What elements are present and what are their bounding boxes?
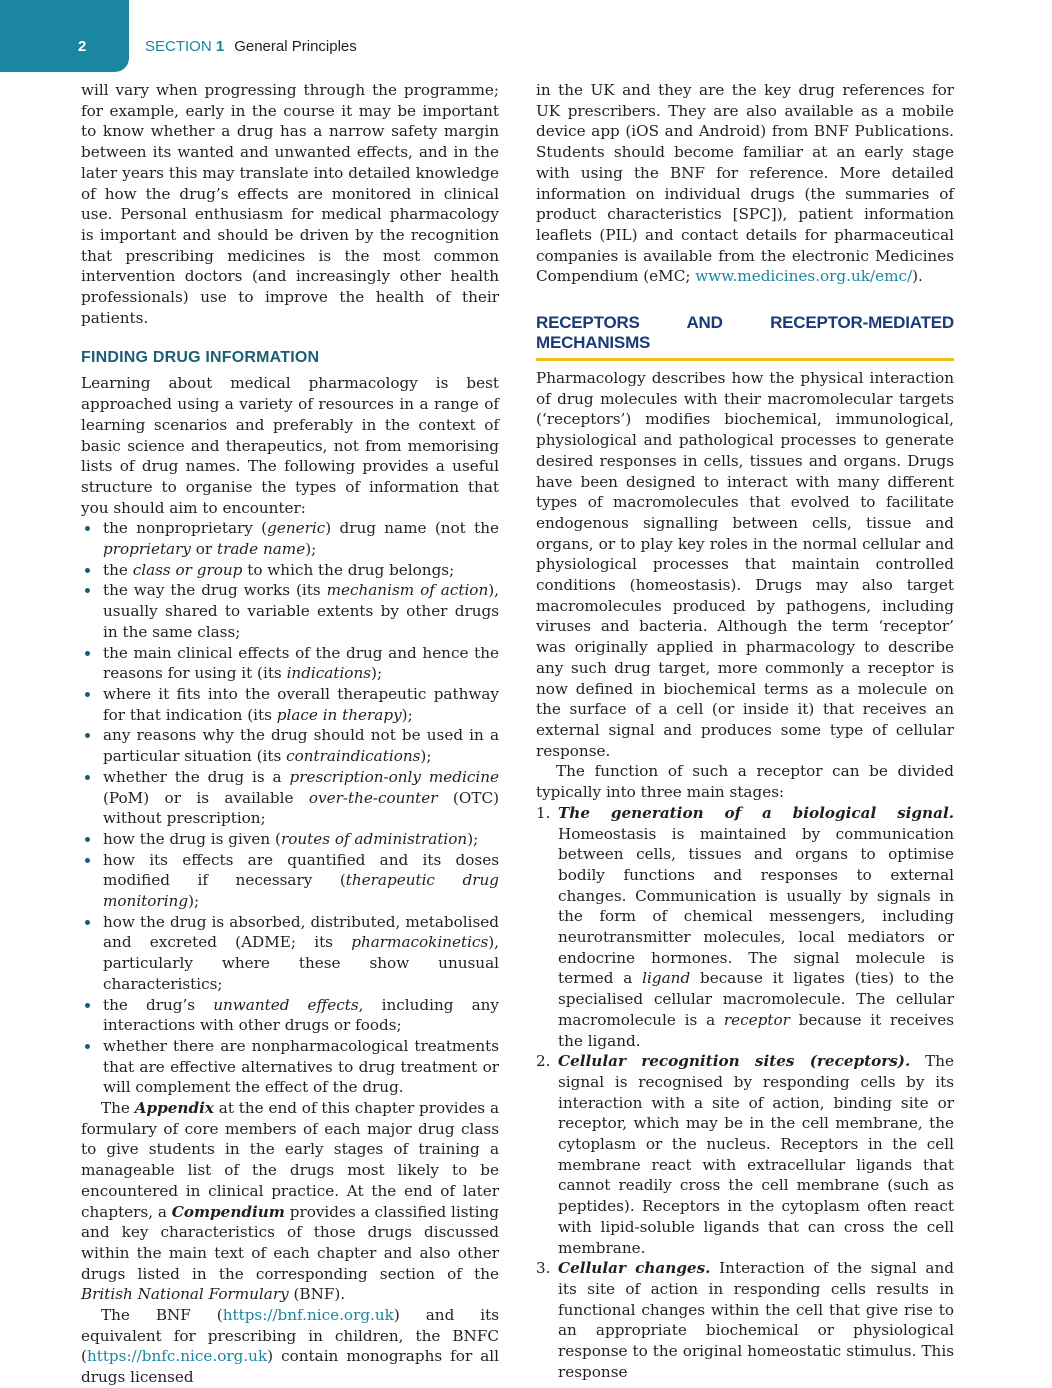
page-number-tab bbox=[0, 0, 129, 72]
bullet-icon bbox=[85, 526, 90, 531]
receptor-stages-list bbox=[536, 803, 954, 1383]
list-item: whether the drug is a prescription-only medicine (PoM) or is available over-the-counter (OTC) without prescription; bbox=[81, 767, 499, 829]
list-item: the drug’s unwanted effects, including any interactions with other drugs or foods; bbox=[81, 995, 499, 1036]
receptors-paragraph: Pharmacology describes how the physical interaction of drug molecules with their macromolecular targets (‘receptors’) modifies biochemical, immunological, physiological and pathological processes to generate desired responses in cells, tissues and organs. Drugs have been designed to interact with many different types of macromolecules that evolved to facilitate endogenous signalling between cells, tissue and organs, or to play key roles in the normal cellular and physiological processes that maintain controlled conditions (homeostasis). Drugs may also target macromolecules produced by pathogens, including viruses and bacteria. Although the term ‘receptor’ was originally applied in pharmacology to describe any such drug target, more commonly a receptor is now defined in biochemical terms as a molecule on the surface of a cell (or inside it) that receives an external signal and produces some type of cellular response. bbox=[536, 369, 954, 760]
list-item: how the drug is given (routes of administration); bbox=[81, 829, 499, 850]
bnf-paragraph: The BNF (https://bnf.nice.org.uk) and its equivalent for prescribing in children, the BNFC (https://bnfc.nice.org.uk) contain monographs for all drugs licensed bbox=[81, 1306, 499, 1387]
bullet-icon bbox=[85, 568, 90, 573]
list-item: the way the drug works (its mechanism of action), usually shared to variable extents by other drugs in the same class; bbox=[81, 580, 499, 642]
appendix-paragraph: The Appendix at the end of this chapter provides a formulary of core members of each major drug class to give students in the early stages of training a manageable list of the drugs most likely to be encountered in clinical practice. At the end of later chapters, a Compendium provides a classified listing and key characteristics of those drugs discussed within the main text of each chapter and also other drugs listed in the corresponding section of the British National Formulary (BNF). bbox=[81, 1099, 500, 1304]
section-title: General Principles bbox=[234, 38, 357, 55]
heading-receptors: RECEPTORS AND RECEPTOR-MEDIATED MECHANISMS bbox=[536, 313, 954, 361]
list-item: any reasons why the drug should not be used in a particular situation (its contraindications); bbox=[81, 725, 499, 766]
list-item: whether there are nonpharmacological treatments that are effective alternatives to drug treatment or will complement the effect of the drug. bbox=[81, 1036, 499, 1098]
list-item: the nonproprietary (generic) drug name (not the proprietary or trade name); bbox=[81, 518, 499, 559]
page-number: 2 bbox=[78, 38, 87, 55]
bullet-icon bbox=[85, 775, 90, 780]
list-item: how its effects are quantified and its doses modified if necessary (therapeutic drug monitoring); bbox=[81, 850, 499, 912]
bullet-icon bbox=[85, 1003, 90, 1008]
list-item: 3. Cellular changes. Interaction of the signal and its site of action in responding cells results in functional changes within the cell that give rise to an appropriate biochemical or physiological response to the original homeostatic stimulus. This response bbox=[536, 1259, 954, 1381]
list-item: 1. The generation of a biological signal. Homeostasis is maintained by communication between cells, tissues and organs to optimise bodily functions and responses to external changes. Communication is usually by signals in the form of chemical messengers, including neurotransmitter molecules, local mediators or endocrine hormones. The signal molecule is termed a ligand because it ligates (ties) to the specialised cellular macromolecule. The cellular macromolecule is a receptor because it receives the ligand. bbox=[536, 803, 954, 1050]
lead-paragraph: Learning about medical pharmacology is best approached using a variety of resources in a range of learning scenarios and preferably in the context of basic science and therapeutics, not from memorising lists of drug names. The following provides a useful structure to organise the types of information that you should aim to encounter: bbox=[81, 374, 499, 517]
list-item: where it fits into the overall therapeutic pathway for that indication (its place in therapy); bbox=[81, 684, 499, 725]
bullet-icon bbox=[85, 588, 90, 593]
section-label: SECTION 1 bbox=[145, 38, 225, 55]
bullet-icon bbox=[85, 733, 90, 738]
bnf-link[interactable]: https://bnf.nice.org.uk bbox=[222, 1306, 394, 1325]
list-item: 2. Cellular recognition sites (receptors). The signal is recognised by responding cells by its interaction with a site of action, binding site or receptor, which may be in the cell membrane, the cytoplasm or the nucleus. Receptors in the cell membrane react with extracellular ligands that cannot readily cross the cell membrane (such as peptides). Receptors in the cytoplasm often react with lipid-soluble ligands that can cross the cell membrane. bbox=[536, 1052, 954, 1257]
stages-intro-paragraph: The function of such a receptor can be divided typically into three main stages: bbox=[536, 762, 954, 802]
list-item: the main clinical effects of the drug and hence the reasons for using it (its indications); bbox=[81, 643, 499, 684]
running-header bbox=[145, 38, 357, 55]
bullet-icon bbox=[85, 692, 90, 697]
bnfc-link[interactable]: https://bnfc.nice.org.uk bbox=[86, 1347, 268, 1366]
left-column bbox=[81, 80, 499, 1388]
bullet-icon bbox=[85, 651, 90, 656]
bullet-icon bbox=[85, 920, 90, 925]
list-item: the class or group to which the drug belongs; bbox=[81, 560, 499, 581]
heading-finding-drug-information: FINDING DRUG INFORMATION bbox=[81, 349, 320, 367]
continuation-paragraph: in the UK and they are the key drug references for UK prescribers. They are also available as a mobile device app (iOS and Android) from BNF Publications. Students should become familiar at an early stage with using the BNF for reference. More detailed information on individual drugs (the summaries of product characteristics [SPC]), patient information leaflets (PIL) and contact details for pharmaceutical companies is available from the electronic Medicines Compendium (eMC; www.medicines.org.uk/emc/). bbox=[536, 81, 954, 286]
intro-paragraph: will vary when progressing through the programme; for example, early in the course it may be important to know whether a drug has a narrow safety margin between its wanted and unwanted effects, and in the later years this may translate into detailed knowledge of how the drug’s effects are monitored in clinical use. Personal enthusiasm for medical pharmacology is important and should be driven by the recognition that prescribing medicines is the most common intervention doctors (and increasingly other health professionals) use to improve the health of their patients. bbox=[81, 81, 499, 327]
bullet-icon bbox=[85, 837, 90, 842]
emc-link[interactable]: www.medicines.org.uk/emc/ bbox=[695, 267, 913, 286]
information-checklist bbox=[81, 518, 499, 1098]
bullet-icon bbox=[85, 1044, 90, 1049]
list-item: how the drug is absorbed, distributed, metabolised and excreted (ADME; its pharmacokinetics), particularly where these show unusual characteristics; bbox=[81, 912, 499, 995]
bullet-icon bbox=[85, 858, 90, 863]
right-column bbox=[536, 80, 954, 1382]
